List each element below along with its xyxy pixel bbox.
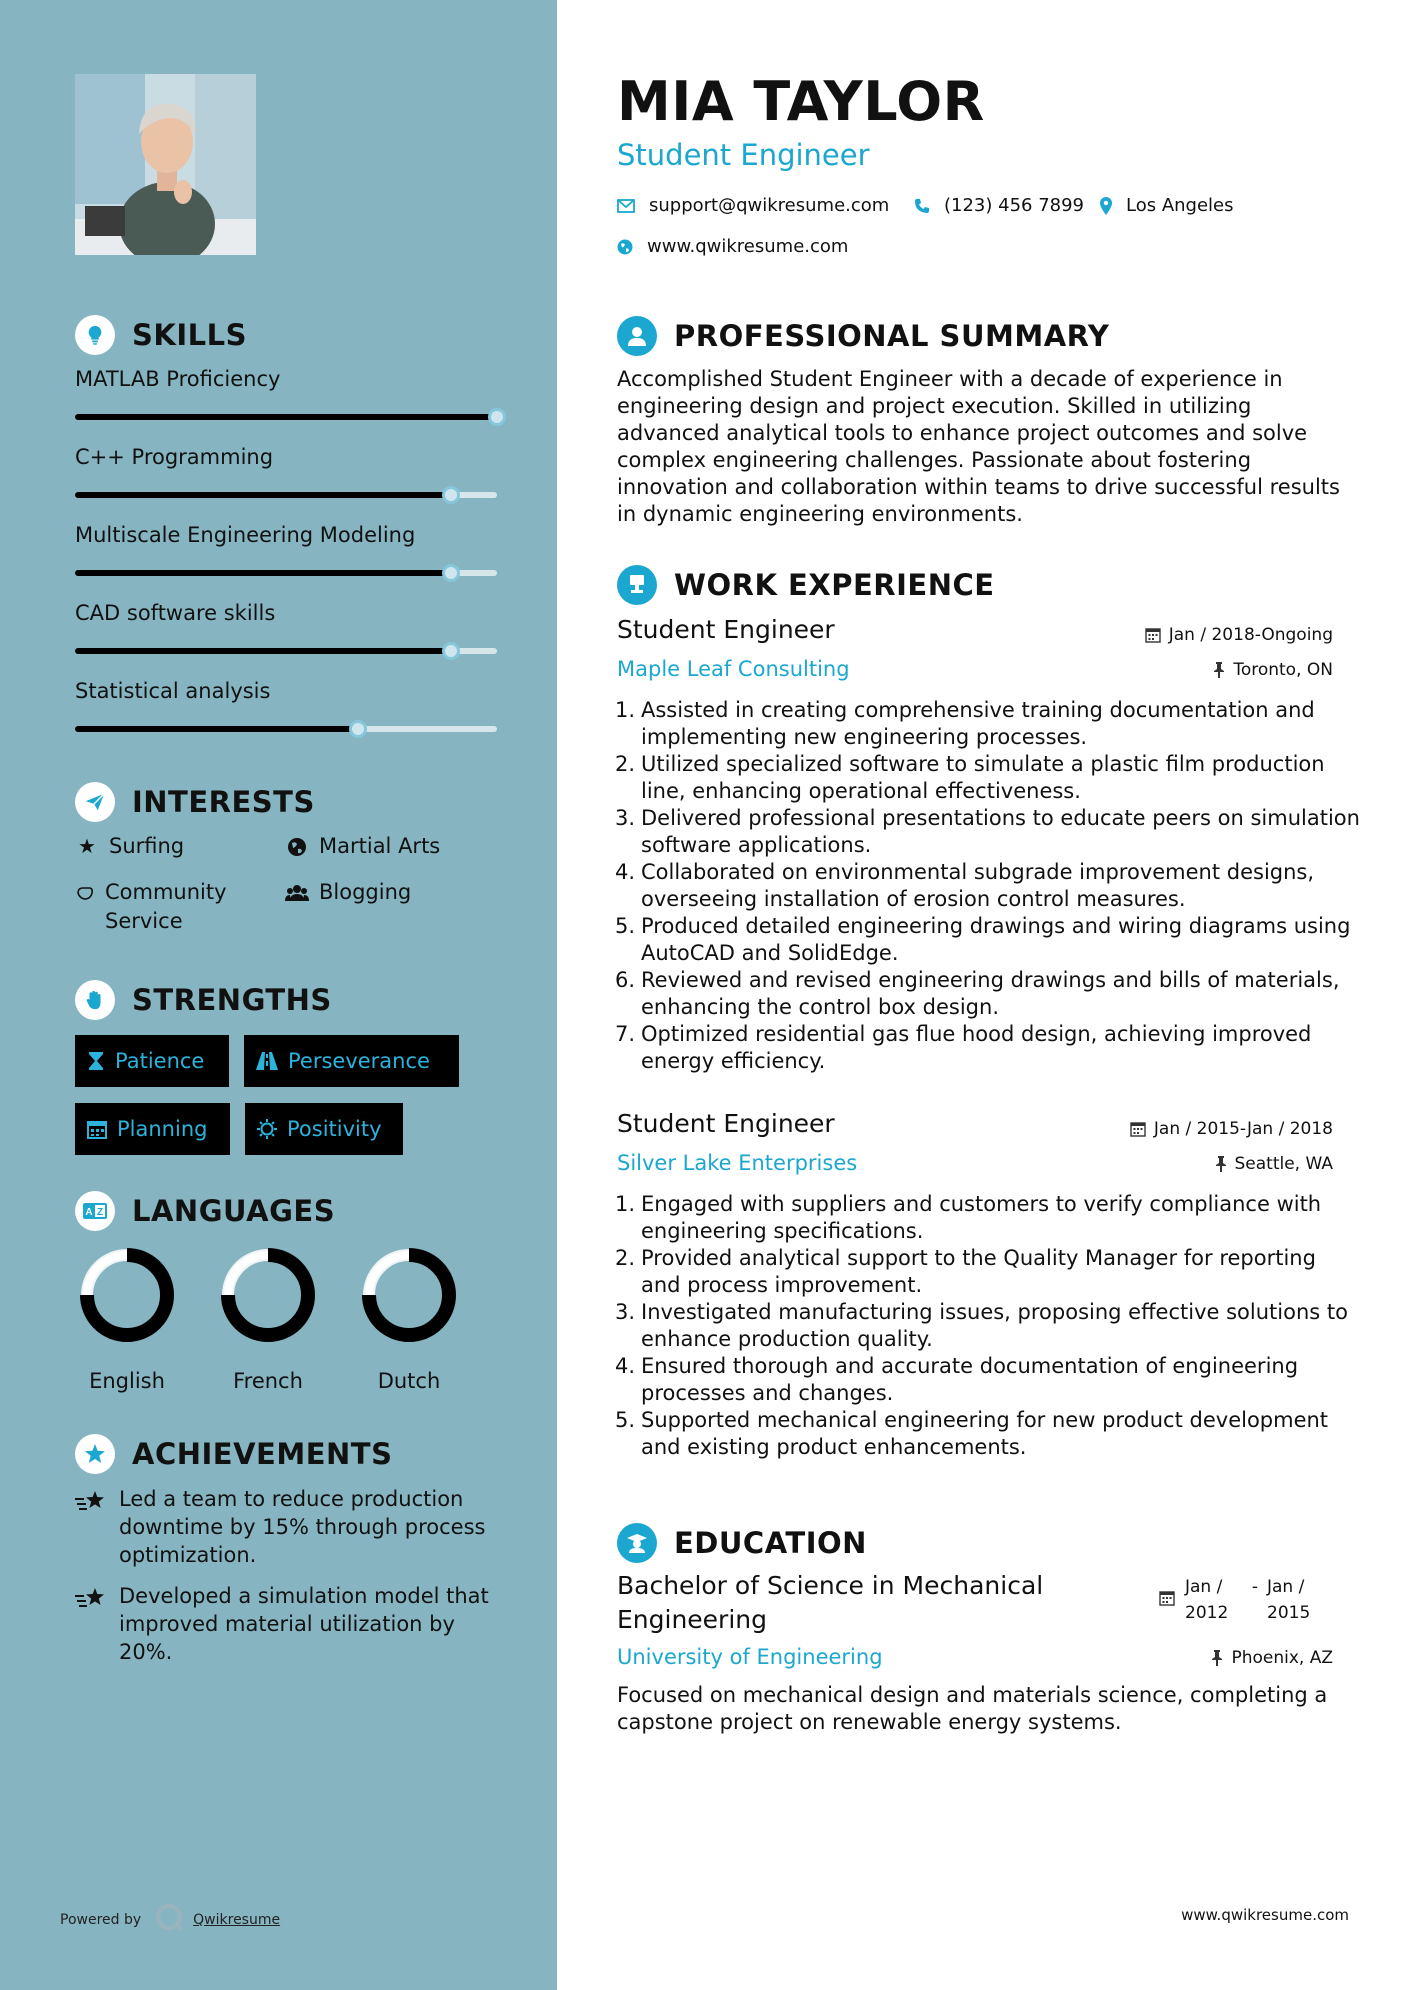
skill-name: Multiscale Engineering Modeling xyxy=(75,523,416,547)
skill-bar-knob xyxy=(488,408,506,426)
graduate-icon xyxy=(617,1523,657,1563)
candidate-title: Student Engineer xyxy=(617,138,870,172)
achievement-item xyxy=(75,1582,505,1666)
skills-header xyxy=(75,315,247,355)
phone-icon xyxy=(914,198,930,214)
bullet-text: Engaged with suppliers and customers to verify compliance with engineering specifications. xyxy=(641,1192,1322,1243)
interest-label: Surfing xyxy=(109,834,185,858)
strength-badge xyxy=(75,1103,230,1155)
job-location xyxy=(1213,660,1333,680)
calendar-icon xyxy=(1130,1121,1146,1137)
language-icon xyxy=(75,1191,115,1231)
summary-header xyxy=(617,316,1109,356)
education-text: Focused on mechanical design and materials science, completing a capstone project on renewable energy systems. xyxy=(617,1683,1328,1734)
list-item: 3. Delivered professional presentations to educate peers on simulation software applications. xyxy=(612,805,1362,859)
languages-header xyxy=(75,1191,335,1231)
location-text: Los Angeles xyxy=(1126,195,1234,216)
svg-text:A: A xyxy=(85,1207,93,1218)
language-ring xyxy=(220,1247,316,1343)
strength-label: Patience xyxy=(115,1049,205,1073)
bullet-text: Ensured thorough and accurate documentation of engineering processes and changes. xyxy=(641,1354,1299,1405)
list-item: 2. Provided analytical support to the Quality Manager for reporting and process improvement. xyxy=(612,1245,1362,1299)
education-location-text: Phoenix, AZ xyxy=(1231,1648,1333,1668)
list-item: 2. Utilized specialized software to simulate a plastic film production line, enhancing operational effectiveness. xyxy=(612,751,1362,805)
job-dates xyxy=(1130,1119,1333,1139)
sun-icon xyxy=(257,1119,277,1139)
contact-phone xyxy=(914,195,1084,216)
strengths-heading: STRENGTHS xyxy=(132,983,332,1017)
language-name: English xyxy=(89,1369,165,1393)
education-heading: EDUCATION xyxy=(674,1526,867,1560)
skill-bar-knob xyxy=(442,642,460,660)
job-title: Student Engineer xyxy=(617,615,835,644)
contact-location xyxy=(1100,195,1234,216)
list-item: 3. Investigated manufacturing issues, proposing effective solutions to enhance production quality. xyxy=(612,1299,1362,1353)
powered-by xyxy=(60,1903,280,1937)
presenter-icon xyxy=(617,565,657,605)
skill-name: CAD software skills xyxy=(75,601,276,625)
job-bullets xyxy=(612,1191,1362,1461)
profile-photo xyxy=(75,74,256,255)
school-name: University of Engineering xyxy=(617,1645,883,1669)
job-location-text: Seattle, WA xyxy=(1234,1154,1333,1174)
strength-badge xyxy=(244,1035,459,1087)
envelope-icon xyxy=(617,199,635,213)
skill-bar xyxy=(75,648,497,654)
hand-icon xyxy=(75,878,95,907)
skill-bar-fill xyxy=(75,570,451,576)
calendar-icon xyxy=(87,1119,107,1139)
skill-bar-fill xyxy=(75,492,451,498)
skill-bar xyxy=(75,492,497,498)
language-item xyxy=(57,1247,197,1393)
skill-name: MATLAB Proficiency xyxy=(75,367,281,391)
list-item: 7. Optimized residential gas flue hood design, achieving improved energy efficiency. xyxy=(612,1021,1362,1075)
website-text[interactable]: www.qwikresume.com xyxy=(647,236,849,257)
language-ring xyxy=(361,1247,457,1343)
paper-plane-icon xyxy=(75,782,115,822)
language-item xyxy=(198,1247,338,1393)
language-item xyxy=(339,1247,479,1393)
skill-bar-knob xyxy=(442,486,460,504)
skill-bar-knob xyxy=(349,720,367,738)
education-start: Jan / 2012 xyxy=(1185,1577,1229,1623)
candidate-name: MIA TAYLOR xyxy=(617,70,985,133)
interests-header xyxy=(75,782,315,822)
bullet-text: Provided analytical support to the Quality Manager for reporting and process improvement. xyxy=(641,1246,1316,1297)
skill-bar-fill xyxy=(75,726,358,732)
skill-bar-fill xyxy=(75,648,451,654)
experience-header xyxy=(617,565,995,605)
star-icon: ★ xyxy=(78,834,96,858)
language-name: French xyxy=(233,1369,303,1393)
pushpin-icon xyxy=(1213,662,1225,678)
globe-icon xyxy=(617,239,633,255)
star-badge-icon xyxy=(75,1434,115,1474)
globe-icon xyxy=(285,832,309,861)
interests-heading: INTERESTS xyxy=(132,785,315,819)
list-item: 5. Supported mechanical engineering for new product development and existing product enhancements. xyxy=(612,1407,1362,1461)
shooting-star-icon xyxy=(75,1582,107,1617)
bullet-text: Supported mechanical engineering for new product development and existing product enhancements. xyxy=(641,1408,1329,1459)
achievement-text: Led a team to reduce production downtime by 15% through process optimization. xyxy=(119,1487,486,1567)
svg-text:Z: Z xyxy=(96,1207,104,1218)
experience-heading: WORK EXPERIENCE xyxy=(674,568,995,602)
list-item: 6. Reviewed and revised engineering drawings and bills of materials, enhancing the control box design. xyxy=(612,967,1362,1021)
bullet-text: Produced detailed engineering drawings and wiring diagrams using AutoCAD and SolidEdge. xyxy=(641,914,1351,965)
education-end: Jan / 2015 xyxy=(1267,1577,1311,1623)
road-icon xyxy=(256,1052,278,1070)
bullet-text: Investigated manufacturing issues, proposing effective solutions to enhance production quality. xyxy=(641,1300,1348,1351)
bullet-text: Reviewed and revised engineering drawings and bills of materials, enhancing the control box design. xyxy=(641,968,1340,1019)
powered-by-label: Powered by xyxy=(60,1912,142,1928)
list-item: 1. Engaged with suppliers and customers to verify compliance with engineering specifications. xyxy=(612,1191,1362,1245)
email-text[interactable]: support@qwikresume.com xyxy=(649,195,890,216)
interest-label: Blogging xyxy=(319,880,412,904)
achievement-text: Developed a simulation model that improved material utilization by 20%. xyxy=(119,1584,489,1664)
interest-item xyxy=(285,832,505,861)
contact-email xyxy=(617,195,889,216)
skill-bar xyxy=(75,414,497,420)
summary-heading: PROFESSIONAL SUMMARY xyxy=(674,319,1110,353)
job-location-text: Toronto, ON xyxy=(1233,660,1333,680)
pushpin-icon xyxy=(1215,1156,1227,1172)
skill-bar xyxy=(75,570,497,576)
job-dates xyxy=(1145,625,1333,645)
footer-url[interactable]: www.qwikresume.com xyxy=(1181,1906,1349,1924)
list-item: 4. Collaborated on environmental subgrade improvement designs, overseeing installation of erosion control measures. xyxy=(612,859,1362,913)
skill-name: C++ Programming xyxy=(75,445,274,469)
map-pin-icon xyxy=(1100,197,1112,215)
users-icon xyxy=(285,878,309,907)
language-ring xyxy=(79,1247,175,1343)
calendar-icon xyxy=(1159,1574,1175,1614)
lightbulb-icon xyxy=(75,315,115,355)
list-item: 4. Ensured thorough and accurate documentation of engineering processes and changes. xyxy=(612,1353,1362,1407)
job-location xyxy=(1215,1154,1334,1174)
skill-bar-knob xyxy=(442,564,460,582)
interest-label: Community Service xyxy=(105,880,227,933)
sidebar xyxy=(0,0,557,1990)
degree-title: Bachelor of Science in Mechanical Engineering xyxy=(617,1571,1044,1634)
skill-bar xyxy=(75,726,497,732)
pushpin-icon xyxy=(1211,1650,1223,1666)
job-dates-text: Jan / 2015-Jan / 2018 xyxy=(1153,1119,1333,1139)
education-dates: Jan / 2012 - Jan / 2015 xyxy=(1159,1574,1325,1626)
contact-website xyxy=(617,236,848,257)
bullet-text: Delivered professional presentations to educate peers on simulation software applications. xyxy=(641,806,1360,857)
phone-text: (123) 456 7899 xyxy=(944,195,1085,216)
education-location xyxy=(1211,1648,1333,1668)
strength-badge xyxy=(245,1103,403,1155)
interest-label: Martial Arts xyxy=(319,834,441,858)
interest-item xyxy=(285,878,505,907)
skills-heading: SKILLS xyxy=(132,318,247,352)
shooting-star-icon xyxy=(75,1485,107,1520)
bullet-text: Optimized residential gas flue hood design, achieving improved energy efficiency. xyxy=(641,1022,1312,1073)
languages-heading: LANGUAGES xyxy=(132,1194,336,1228)
job-company: Maple Leaf Consulting xyxy=(617,657,850,681)
calendar-icon xyxy=(1145,627,1161,643)
hourglass-icon xyxy=(87,1051,105,1071)
strength-label: Positivity xyxy=(287,1117,382,1141)
qwikresume-logo-icon xyxy=(155,1903,185,1937)
user-icon xyxy=(617,316,657,356)
skill-bar-fill xyxy=(75,414,497,420)
list-item: 5. Produced detailed engineering drawings and wiring diagrams using AutoCAD and SolidEdge. xyxy=(612,913,1362,967)
strengths-header xyxy=(75,980,332,1020)
job-title: Student Engineer xyxy=(617,1109,835,1138)
interest-item xyxy=(75,878,265,936)
interest-item xyxy=(75,832,265,861)
language-name: Dutch xyxy=(377,1369,441,1393)
achievements-header xyxy=(75,1434,392,1474)
bullet-text: Utilized specialized software to simulate a plastic film production line, enhancing operational effectiveness. xyxy=(641,752,1325,803)
bullet-text: Assisted in creating comprehensive training documentation and implementing new engineering processes. xyxy=(641,698,1315,749)
skill-name: Statistical analysis xyxy=(75,679,271,703)
summary-text: Accomplished Student Engineer with a decade of experience in engineering design and project execution. Skilled in utilizing advanced analytical tools to enhance project outcomes and solve complex engineering challenges. Passionate about fostering innovation and collaboration within teams to drive successful results in dynamic engineering environments. xyxy=(617,367,1340,526)
achievements-heading: ACHIEVEMENTS xyxy=(132,1437,393,1471)
achievement-item xyxy=(75,1485,505,1569)
qwikresume-link[interactable]: Qwikresume xyxy=(193,1912,281,1928)
strength-label: Planning xyxy=(117,1117,208,1141)
job-company: Silver Lake Enterprises xyxy=(617,1151,858,1175)
education-header xyxy=(617,1523,867,1563)
hand-icon xyxy=(75,980,115,1020)
strength-label: Perseverance xyxy=(288,1049,430,1073)
bullet-text: Collaborated on environmental subgrade improvement designs, overseeing installation of erosion control measures. xyxy=(641,860,1315,911)
job-bullets xyxy=(612,697,1362,1075)
strength-badge xyxy=(75,1035,229,1087)
job-dates-text: Jan / 2018-Ongoing xyxy=(1168,625,1333,645)
list-item: 1. Assisted in creating comprehensive training documentation and implementing new engineering processes. xyxy=(612,697,1362,751)
